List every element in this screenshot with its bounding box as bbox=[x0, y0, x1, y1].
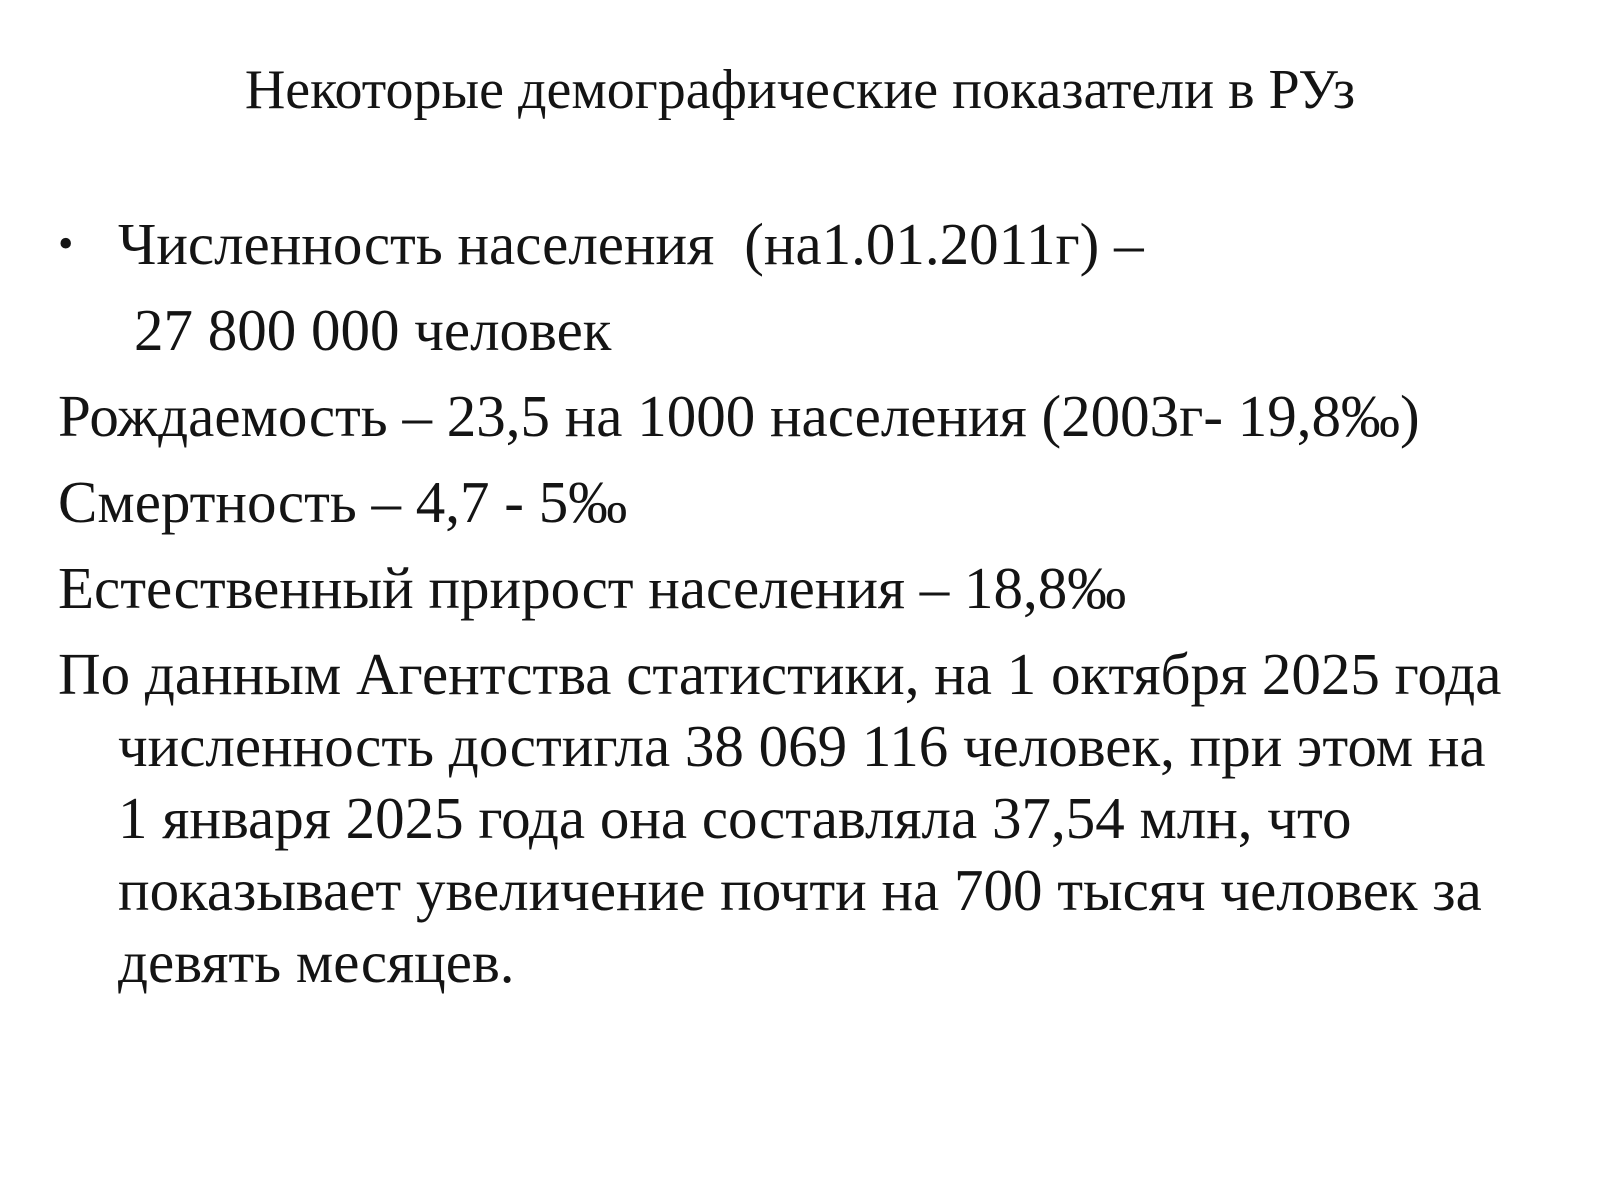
population-date-note: (на1.01.2011г) – bbox=[744, 211, 1144, 277]
statistics-note-line-5: девять месяцев. bbox=[118, 929, 515, 995]
population-label: Численность населения bbox=[118, 211, 715, 277]
population-value: 27 800 000 человек bbox=[134, 297, 612, 363]
population-line bbox=[118, 210, 1144, 278]
statistics-note-line-1: По данным Агентства статистики, на 1 октября 2025 года bbox=[58, 641, 1502, 707]
death-rate-line: Смертность – 4,7 - 5‰ bbox=[58, 469, 628, 535]
statistics-note-line-2: численность достигла 38 069 116 человек, при этом на bbox=[118, 713, 1486, 779]
statistics-note-line-4: показывает увеличение почти на 700 тысяч человек за bbox=[118, 857, 1482, 923]
slide-title: Некоторые демографические показатели в РУз bbox=[244, 59, 1356, 121]
birth-rate-line: Рождаемость – 23,5 на 1000 населения (2003г- 19,8‰) bbox=[58, 383, 1420, 449]
bullet-dot: • bbox=[58, 219, 74, 268]
statistics-note-line-3: 1 января 2025 года она составляла 37,54 млн, что bbox=[118, 785, 1352, 851]
natural-growth-line: Естественный прирост населения – 18,8‰ bbox=[58, 555, 1127, 621]
